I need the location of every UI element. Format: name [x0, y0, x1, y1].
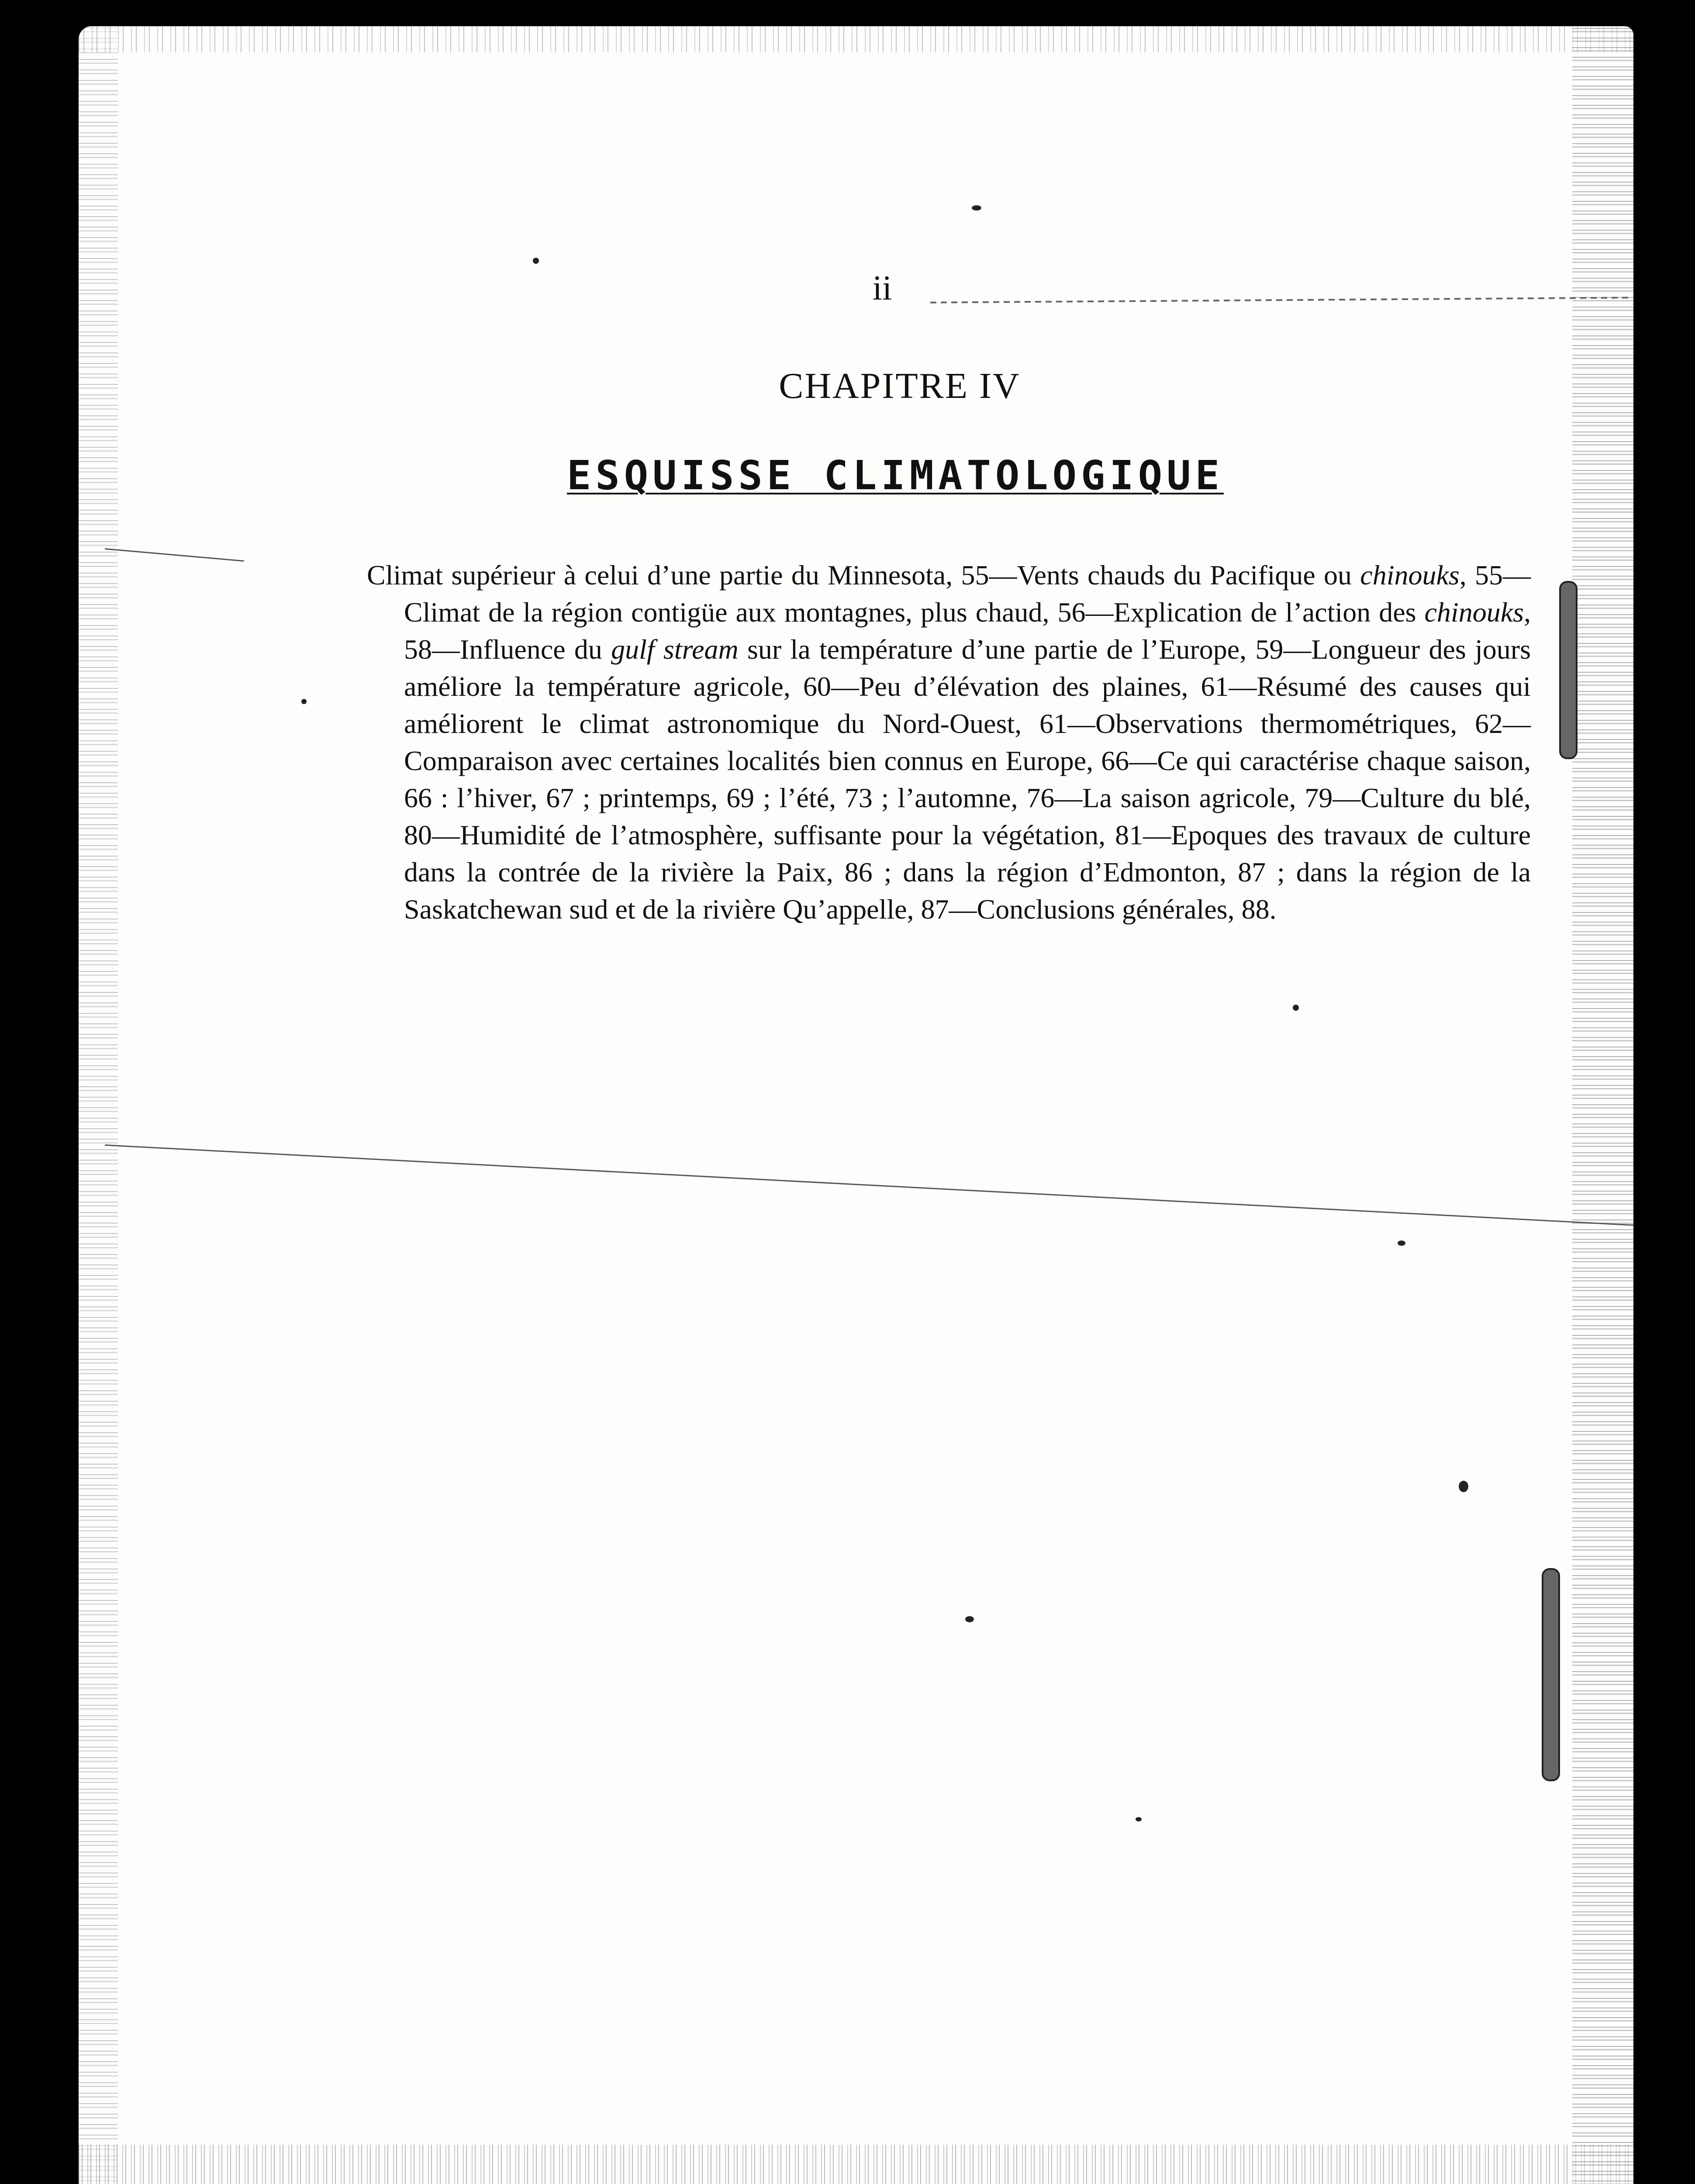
scan-short-line	[105, 548, 244, 562]
ink-speck	[965, 1616, 974, 1622]
scanned-page	[79, 26, 1633, 2184]
summary-text: sur la température d’une partie de l’Europe, 59—Longueur des jours améliore la température agricole, 60—Peu d’élévation des plaines, 61—Résumé des causes qui améliorent le climat astronomique du Nord-Ouest, 61—Observations thermométriques, 62—Comparaison avec certaines localités bien connus en Europe, 66—Ce qui caractérise chaque saison, 66 : l’hiver, 67 ; printemps, 69 ; l’été, 73 ; l’automne, 76—La saison agricole, 79—Culture du blé, 80—Humidité de l’atmosphère, suffisante pour la végétation, 81—Epoques des travaux de culture dans la contrée de la rivière la Paix, 86 ; dans la région d’Edmonton, 87 ; dans la région de la Saskatchewan sud et de la rivière Qu’appelle, 87—Conclusions générales, 88.	[404, 634, 1531, 925]
ink-speck	[301, 699, 307, 704]
binding-mark-lower	[1542, 1568, 1560, 1781]
chapter-summary	[367, 556, 1531, 928]
page-edge-left	[79, 26, 118, 2184]
summary-italic-term: chinouks	[1424, 597, 1524, 628]
summary-text: , 55—Climat de la région contigüe aux montagnes, plus chaud, 56—Explication de l’action des	[404, 560, 1531, 628]
ink-speck	[1293, 1005, 1299, 1011]
binding-mark-upper	[1559, 581, 1578, 759]
page-edge-bottom	[79, 2145, 1633, 2184]
ink-speck	[1459, 1481, 1468, 1492]
page-edge-top	[79, 26, 1633, 52]
ink-speck	[1398, 1241, 1405, 1246]
scan-dashed-line	[930, 297, 1629, 303]
section-title: ESQUISSE CLIMATOLOGIQUE	[567, 452, 1224, 499]
ink-speck	[1136, 1817, 1142, 1821]
page-edge-right	[1572, 26, 1633, 2184]
ink-speck	[972, 205, 981, 211]
page-number: ii	[872, 269, 892, 308]
summary-italic-term: gulf stream	[611, 634, 739, 665]
chapter-heading: CHAPITRE IV	[779, 366, 1021, 406]
ink-speck	[533, 258, 539, 264]
summary-text: Climat supérieur à celui d’une partie du Minnesota, 55—Vents chauds du Pacifique ou	[367, 560, 1360, 591]
summary-italic-term: chinouks	[1360, 560, 1460, 591]
summary-text: , 58—Influence du	[404, 597, 1531, 665]
scan-fold-line	[105, 1144, 1633, 1227]
